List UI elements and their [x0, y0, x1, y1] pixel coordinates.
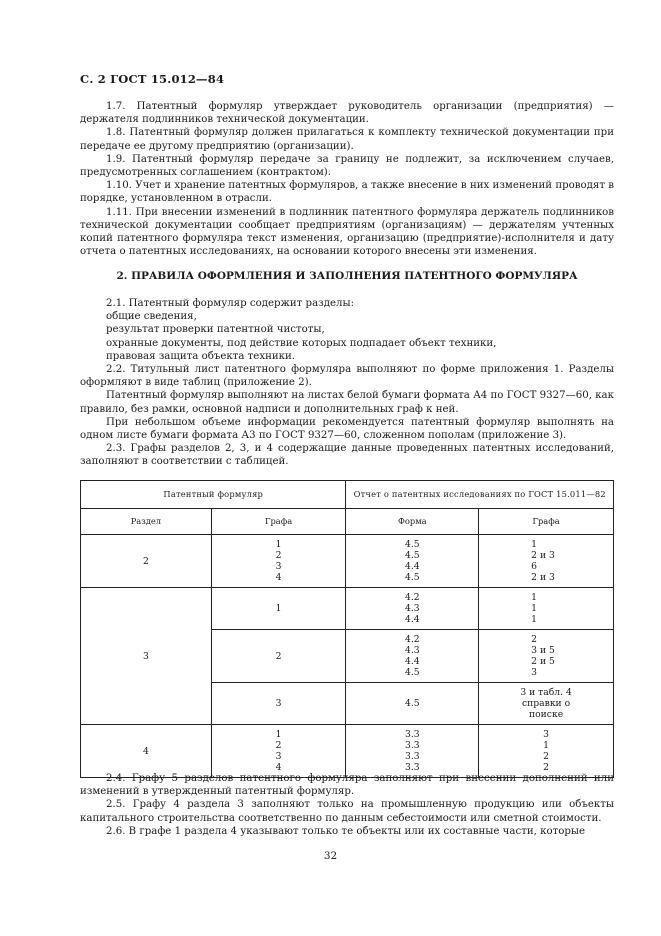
paragraph-1-9: 1.9. Патентный формуляр передаче за границу не подлежит, за исключением случаев, предусмотренных соглашением (контрактом). — [80, 153, 614, 179]
cell-value: 2 и 3 — [531, 572, 555, 583]
cell-value: 4.4 — [405, 656, 420, 667]
cell-value: 4.4 — [405, 614, 420, 625]
cell-value: 2 — [543, 751, 550, 762]
cell-forma — [346, 588, 479, 630]
cell-value: 4.5 — [405, 572, 420, 583]
column-header-grafa: Графа — [211, 509, 346, 535]
cell-value: 4.3 — [405, 603, 420, 614]
cell-value: 3.3 — [405, 740, 420, 751]
cell-grafa — [211, 725, 346, 778]
column-header-forma: Форма — [346, 509, 479, 535]
cell-razdel: 2 — [81, 535, 212, 588]
cell-grafa-report — [479, 588, 614, 630]
cell-razdel: 3 — [81, 588, 212, 725]
table-row — [81, 725, 614, 778]
cell-value: 1 — [275, 729, 282, 740]
cell-value: 4.2 — [405, 592, 420, 603]
cell-grafa: 3 — [211, 683, 346, 725]
cell-value: 1 — [531, 603, 538, 614]
paragraphs-bottom — [80, 772, 614, 838]
column-header-razdel: Раздел — [81, 509, 212, 535]
paragraph-2-2: 2.2. Титульный лист патентного формуляра выполняют по форме приложения 1. Разделы оформляют в виде таблиц (приложение 2). — [80, 364, 614, 389]
cell-value: 3 — [543, 729, 550, 740]
cell-grafa — [211, 535, 346, 588]
cell-value: 4.2 — [405, 634, 420, 645]
cell-forma — [346, 725, 479, 778]
cell-value: 2 — [531, 634, 538, 645]
cell-value: 4.5 — [405, 550, 420, 561]
list-item: правовая защита объекта техники. — [106, 350, 296, 362]
paragraph-format-a4: Патентный формуляр выполняют на листах белой бумаги формата А4 по ГОСТ 9327—60, как правило, без рамки, основной надписи и дополнительных граф к ней. — [80, 390, 614, 415]
paragraphs-top — [80, 100, 614, 258]
cell-value: 1 — [531, 592, 538, 603]
table-row — [81, 535, 614, 588]
page-header: С. 2 ГОСТ 15.012—84 — [80, 72, 225, 86]
cell-value: справки о — [522, 698, 571, 709]
cell-grafa-report — [479, 683, 614, 725]
cell-value: 3 — [275, 751, 282, 762]
cell-forma — [346, 630, 479, 683]
correspondence-table — [80, 480, 614, 778]
cell-value: 3.3 — [405, 751, 420, 762]
cell-forma: 4.5 — [346, 683, 479, 725]
table-group-header-row — [81, 481, 614, 509]
cell-value: 4 — [275, 762, 282, 773]
paragraph-format-a3: При небольшом объеме информации рекомендуется патентный формуляр выполнять на одном листе бумаги формата А3 по ГОСТ 9327—60, сложенном пополам (приложение 3). — [80, 416, 614, 442]
cell-value: 6 — [531, 561, 538, 572]
cell-value: 2 — [275, 550, 282, 561]
cell-value: 1 — [531, 614, 538, 625]
cell-value: 4.4 — [405, 561, 420, 572]
cell-razdel: 4 — [81, 725, 212, 778]
cell-value: 4 — [275, 572, 282, 583]
cell-value: 3 и табл. 4 — [520, 687, 572, 698]
paragraph-2-3: 2.3. Графы разделов 2, 3, и 4 содержащие данные проведенных патентных исследований, заполняют в соответствии с таблицей. — [80, 443, 614, 468]
paragraph-1-8: 1.8. Патентный формуляр должен прилагаться к комплекту технической документации при передаче ее другому предприятию (организации). — [80, 127, 614, 152]
cell-value: 1 — [543, 740, 550, 751]
paragraph-1-7: 1.7. Патентный формуляр утверждает руководитель организации (предприятия) — держателя подлинников технической документации. — [80, 101, 614, 126]
cell-value: 2 и 5 — [531, 656, 555, 667]
table-column-header-row — [81, 509, 614, 535]
cell-grafa-report — [479, 535, 614, 588]
table-row — [81, 588, 614, 630]
cell-value: 2 и 3 — [531, 550, 555, 561]
group-header-report: Отчет о патентных исследованиях по ГОСТ 15.011—82 — [346, 481, 614, 509]
list-item: охранные документы, под действие которых подпадает объект техники, — [106, 337, 497, 349]
cell-value: 3.3 — [405, 729, 420, 740]
list-item: общие сведения, — [106, 311, 197, 323]
cell-value: 1 — [275, 539, 282, 550]
cell-value: 4.5 — [405, 667, 420, 678]
paragraph-1-11: 1.11. При внесении изменений в подлинник патентного формуляра держатель подлинников технической документации сообщает предприятиям (организациям) — держателям учтенных копий патентного формуляра текст изменения, организацию (предприятие)-исполнителя и дату отчета о патентных исследованиях, на основании которого внесены эти изменения. — [80, 206, 614, 258]
cell-value: 2 — [275, 740, 282, 751]
paragraph-2-6: 2.6. В графе 1 раздела 4 указывают только те объекты или их составные части, которые — [106, 825, 586, 837]
cell-value: поиске — [529, 709, 564, 720]
paragraph-2-5: 2.5. Графу 4 раздела 3 заполняют только на промышленную продукцию или объекты капитального строительства соответственно по данным себестоимости или сметной стоимости. — [80, 799, 614, 824]
column-header-grafa-report: Графа — [479, 509, 614, 535]
cell-value: 3 и 5 — [531, 645, 555, 656]
cell-value: 3 — [531, 667, 538, 678]
cell-grafa-report — [479, 725, 614, 778]
list-item: результат проверки патентной чистоты, — [106, 324, 325, 336]
paragraph-2-4: 2.4. Графу 5 разделов патентного формуляра заполняют при внесении дополнений или изменений в утвержденный патентный формуляр. — [80, 773, 614, 798]
cell-value: 2 — [543, 762, 550, 773]
cell-grafa: 1 — [211, 588, 346, 630]
paragraph-2-1: 2.1. Патентный формуляр содержит разделы: — [106, 298, 355, 309]
cell-value: 4.3 — [405, 645, 420, 656]
cell-forma — [346, 535, 479, 588]
paragraph-1-10: 1.10. Учет и хранение патентных формуляров, а также внесение в них изменений проводят в порядке, установленном в отрасли. — [80, 180, 614, 205]
page-number: 32 — [323, 850, 338, 862]
cell-value: 3.3 — [405, 762, 420, 773]
cell-value: 3 — [275, 561, 282, 572]
section-title: 2. ПРАВИЛА ОФОРМЛЕНИЯ И ЗАПОЛНЕНИЯ ПАТЕНТНОГО ФОРМУЛЯРА — [116, 270, 578, 282]
cell-grafa: 2 — [211, 630, 346, 683]
group-header-patent-form: Патентный формуляр — [81, 481, 346, 509]
cell-value: 4.5 — [405, 539, 420, 550]
cell-grafa-report — [479, 630, 614, 683]
cell-value: 1 — [531, 539, 538, 550]
section-paragraphs — [80, 297, 614, 469]
